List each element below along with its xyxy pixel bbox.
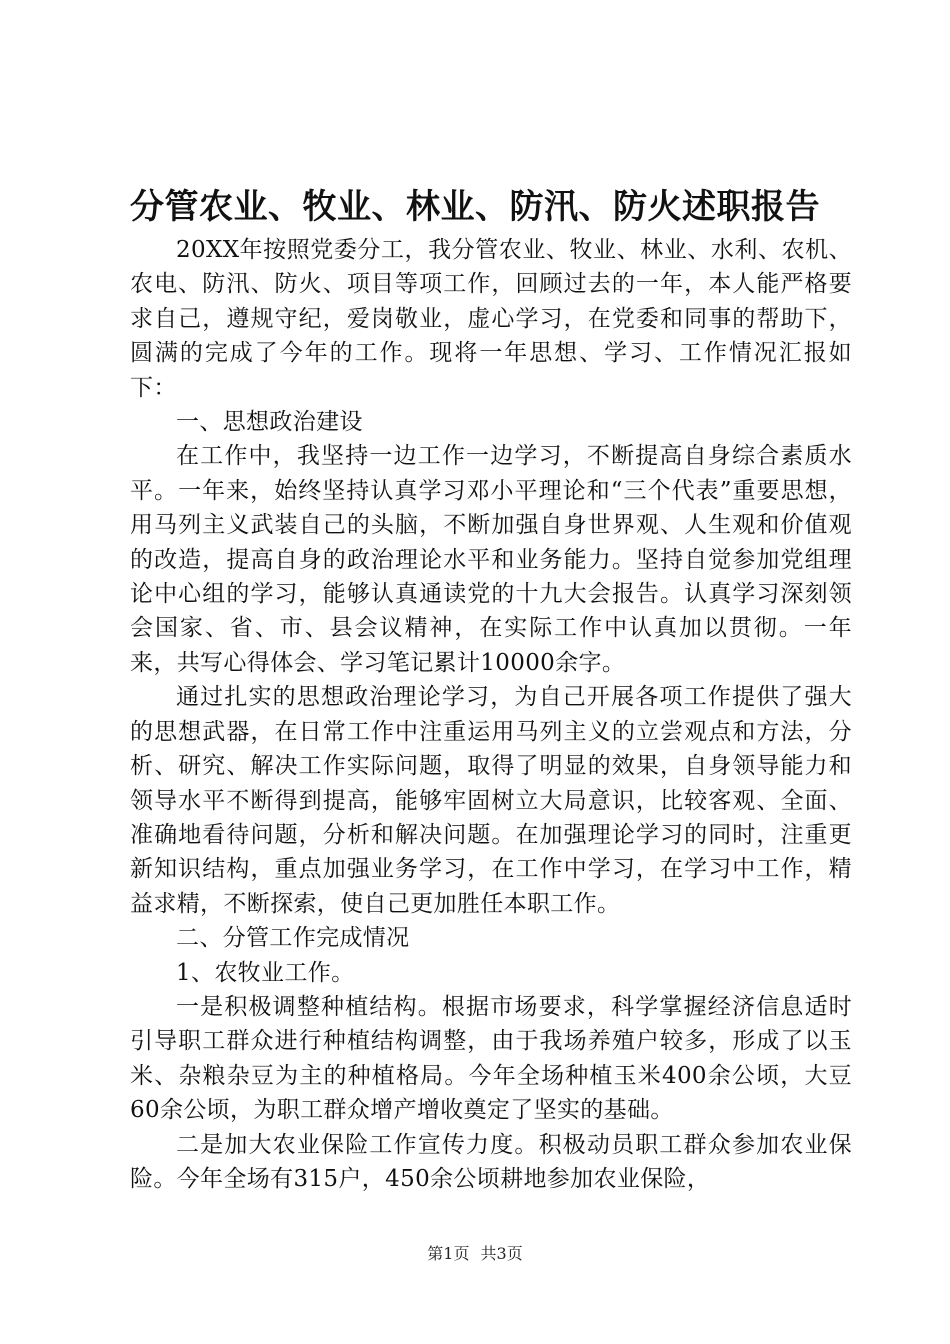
paragraph-theory: 通过扎实的思想政治理论学习，为自己开展各项工作提供了强大的思想武器，在日常工作中注重运用马列主义的立尝观点和方法，分析、研究、解决工作实际问题，取得了明显的效果，自身领导能力和领导水平不断得到提高，能够牢固树立大局意识，比较客观、全面、准确地看待问题，分析和解决问题。在加强理论学习的同时，注重更新知识结构，重点加强业务学习，在工作中学习，在学习中工作，精益求精，不断探索，使自己更加胜任本职工作。 bbox=[130, 684, 852, 917]
paragraph-intro: 20XX年按照党委分工，我分管农业、牧业、林业、水利、农机、农电、防汛、防火、项目等项工作，回顾过去的一年，本人能严格要求自己，遵规守纪，爱岗敬业，虚心学习，在党委和同事的帮助下，圆满的完成了今年的工作。现将一年思想、学习、工作情况汇报如下： bbox=[130, 237, 852, 401]
document-title: 分管农业、牧业、林业、防汛、防火述职报告 bbox=[130, 187, 820, 227]
section-heading-work: 二、分管工作完成情况 bbox=[176, 925, 410, 952]
document-body bbox=[130, 233, 852, 1196]
paragraph-study: 在工作中，我坚持一边工作一边学习，不断提高自身综合素质水平。一年来，始终坚持认真学习邓小平理论和“三个代表”重要思想，用马列主义武装自己的头脑，不断加强自身世界观、人生观和价值观的改造，提高自身的政治理论水平和业务能力。坚持自觉参加党组理论中心组的学习，能够认真通读党的十九大会报告。认真学习深刻领会国家、省、市、县会议精神，在实际工作中认真加以贯彻。一年来，共写心得体会、学习笔记累计10000余字。 bbox=[130, 443, 852, 676]
section-heading-political: 一、思想政治建设 bbox=[176, 409, 363, 436]
paragraph-planting: 一是积极调整种植结构。根据市场要求，科学掌握经济信息适时引导职工群众进行种植结构调整，由于我场养殖户较多，形成了以玉米、杂粮杂豆为主的种植格局。今年全场种植玉米400余公顷，大豆60余公顷，为职工群众增产增收奠定了坚实的基础。 bbox=[130, 993, 852, 1124]
page-number: 第1页 bbox=[427, 1244, 470, 1263]
subsection-heading-agriculture: 1、农牧业工作。 bbox=[176, 959, 355, 986]
page-footer bbox=[0, 1244, 950, 1264]
page-total: 共3页 bbox=[480, 1244, 523, 1263]
paragraph-insurance: 二是加大农业保险工作宣传力度。积极动员职工群众参加农业保险。今年全场有315户，450余公顷耕地参加农业保险， bbox=[130, 1131, 852, 1192]
